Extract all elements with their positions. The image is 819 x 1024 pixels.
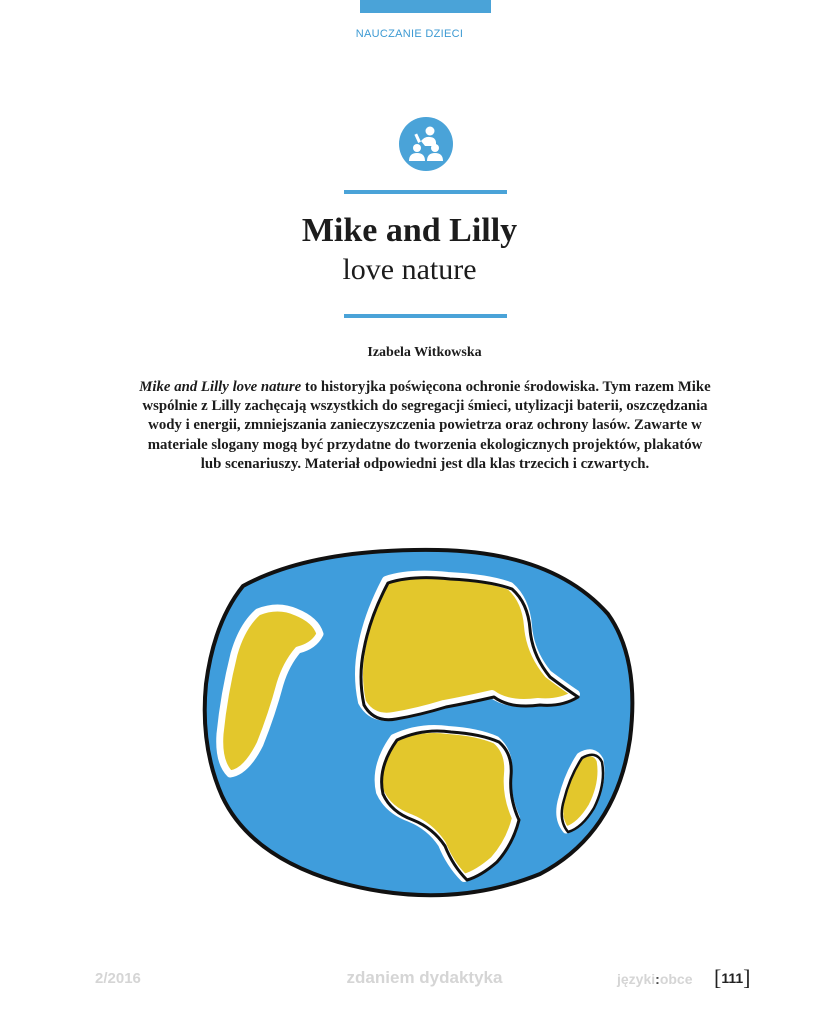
footer-brand-right: obce — [659, 971, 693, 987]
footer-brand-left: języki — [617, 971, 656, 987]
footer-brand — [617, 971, 693, 987]
title-rule-bottom — [344, 314, 507, 318]
footer-issue: 2/2016 — [95, 970, 141, 987]
article-title: Mike and Lilly — [301, 212, 518, 249]
page-number — [714, 965, 750, 991]
title-rule-top — [344, 190, 507, 194]
footer-magazine-name: zdaniem dydaktyka — [346, 968, 503, 987]
top-accent-tab — [360, 0, 491, 13]
page-number-value: 111 — [721, 970, 744, 986]
page-bracket-open: [ — [714, 965, 722, 990]
footer-brand-separator: : — [655, 971, 660, 987]
section-label: NAUCZANIE DZIECI — [355, 28, 464, 40]
abstract-text: to historyjka poświęcona ochronie środowiska. Tym razem Mike wspólnie z Lilly zachęcają wszystkich do segregacji śmieci, utylizacji baterii, oszczędzania wody i energii, zmniejszania zanieczyszczenia powietrza oraz ochrony lasów. Zawarte w materiale slogany mogą być przydatne do tworzenia ekologicznych projektów, plakatów lub scenariuszy. Materiał odpowiedni jest dla klas trzecich i czwartych. — [142, 379, 711, 472]
teacher-students-icon — [399, 117, 453, 171]
globe-illustration — [148, 534, 694, 924]
article-author: Izabela Witkowska — [367, 345, 482, 360]
article-subtitle: love nature — [342, 253, 477, 286]
article-abstract — [137, 378, 713, 474]
abstract-italic-title: Mike and Lilly love nature — [139, 379, 302, 395]
page-bracket-close: ] — [743, 965, 751, 990]
